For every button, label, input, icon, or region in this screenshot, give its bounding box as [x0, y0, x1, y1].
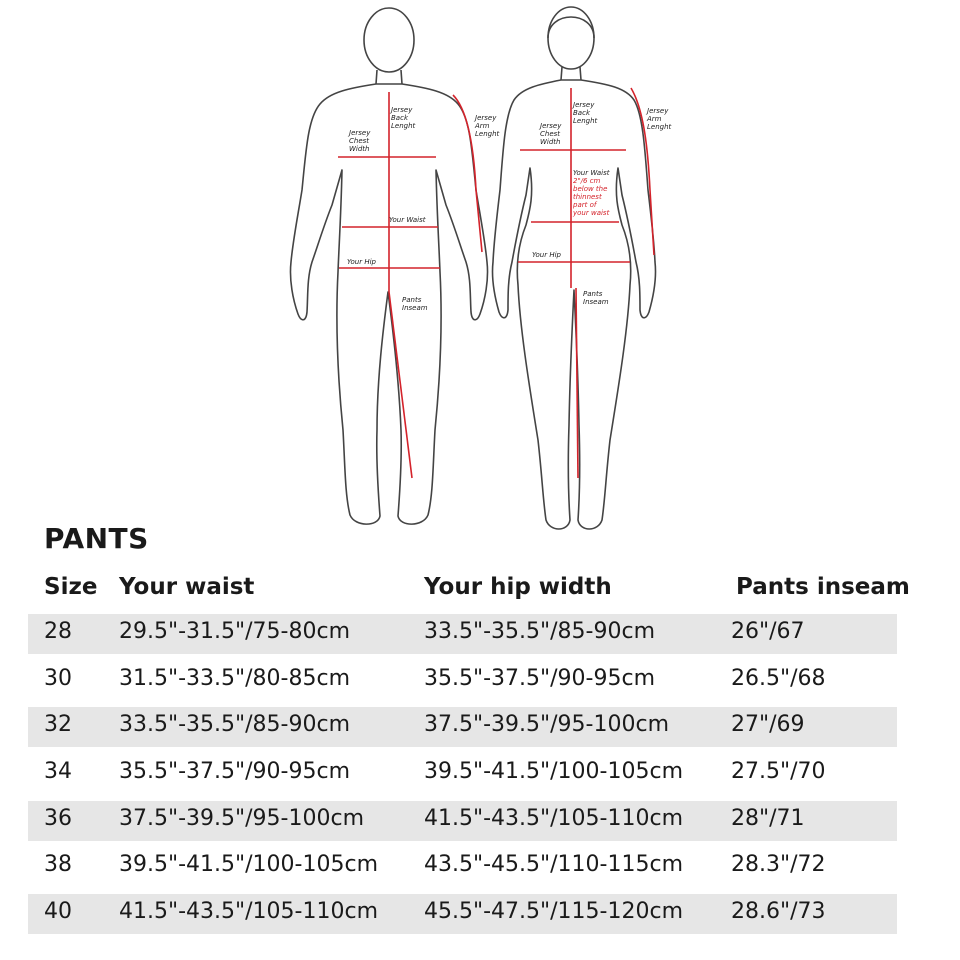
female-body-outline — [492, 80, 655, 529]
cell-waist: 33.5"-35.5"/85-90cm — [119, 712, 351, 737]
cell-waist: 35.5"-37.5"/90-95cm — [119, 759, 351, 784]
cell-hip: 35.5"-37.5"/90-95cm — [424, 666, 656, 691]
female-waist-note: 2"/6 cm below the thinnest part of your waist — [573, 177, 610, 217]
male-chest-label: Jersey Chest Width — [349, 129, 371, 153]
cell-hip: 37.5"-39.5"/95-100cm — [424, 712, 670, 737]
header-waist: Your waist — [119, 574, 255, 600]
cell-hip: 45.5"-47.5"/115-120cm — [424, 899, 684, 924]
cell-size: 38 — [44, 852, 72, 877]
female-measure-lines — [518, 88, 654, 478]
male-labels — [347, 106, 500, 312]
female-inseam-line — [576, 288, 578, 478]
cell-hip: 43.5"-45.5"/110-115cm — [424, 852, 684, 877]
female-hip-label: Your Hip — [532, 251, 561, 259]
cell-inseam: 28.6"/73 — [731, 899, 826, 924]
female-back-label: Jersey Back Lenght — [573, 101, 598, 125]
header-size: Size — [44, 574, 98, 600]
table-row — [28, 614, 897, 654]
cell-inseam: 28"/71 — [731, 806, 805, 831]
male-hip-label: Your Hip — [347, 258, 376, 266]
female-arm-label: Jersey Arm Lenght — [647, 107, 672, 131]
male-back-label: Jersey Back Lenght — [391, 106, 416, 130]
cell-inseam: 26.5"/68 — [731, 666, 826, 691]
table-row — [28, 707, 897, 747]
table-row — [28, 847, 897, 887]
female-waist-label: Your Waist — [573, 169, 610, 177]
cell-waist: 39.5"-41.5"/100-105cm — [119, 852, 379, 877]
female-chest-label: Jersey Chest Width — [540, 122, 562, 146]
cell-size: 40 — [44, 899, 72, 924]
table-row — [28, 754, 897, 794]
table-row — [28, 894, 897, 934]
cell-size: 28 — [44, 619, 72, 644]
male-arm-label: Jersey Arm Lenght — [475, 114, 500, 138]
header-inseam: Pants inseam — [736, 574, 910, 600]
cell-hip: 39.5"-41.5"/100-105cm — [424, 759, 684, 784]
cell-size: 36 — [44, 806, 72, 831]
cell-waist: 41.5"-43.5"/105-110cm — [119, 899, 379, 924]
cell-size: 34 — [44, 759, 72, 784]
cell-waist: 31.5"-33.5"/80-85cm — [119, 666, 351, 691]
header-hip: Your hip width — [424, 574, 612, 600]
cell-inseam: 28.3"/72 — [731, 852, 826, 877]
cell-size: 32 — [44, 712, 72, 737]
female-hair — [548, 17, 594, 38]
cell-inseam: 26"/67 — [731, 619, 805, 644]
male-waist-label: Your Waist — [389, 216, 426, 224]
male-inseam-label: Pants Inseam — [402, 296, 428, 312]
cell-hip: 33.5"-35.5"/85-90cm — [424, 619, 656, 644]
cell-waist: 37.5"-39.5"/95-100cm — [119, 806, 365, 831]
female-inseam-label: Pants Inseam — [583, 290, 609, 306]
table-row — [28, 661, 897, 701]
male-head — [364, 8, 414, 72]
cell-size: 30 — [44, 666, 72, 691]
cell-hip: 41.5"-43.5"/105-110cm — [424, 806, 684, 831]
table-row — [28, 801, 897, 841]
table-title: PANTS — [44, 522, 149, 555]
cell-inseam: 27"/69 — [731, 712, 805, 737]
cell-waist: 29.5"-31.5"/75-80cm — [119, 619, 351, 644]
cell-inseam: 27.5"/70 — [731, 759, 826, 784]
female-figure — [492, 7, 655, 529]
